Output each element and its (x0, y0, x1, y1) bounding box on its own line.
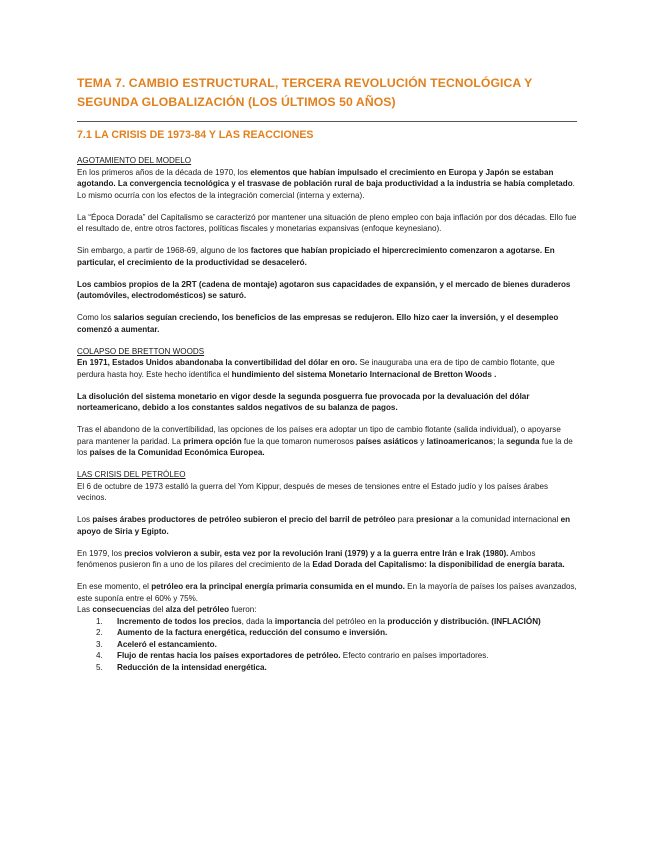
list-number: 1. (96, 616, 103, 626)
bold-run: latinoamericanos (426, 436, 494, 446)
text-run: Como los (77, 313, 114, 322)
title-divider (77, 121, 577, 122)
bold-run: consecuencias (92, 605, 151, 614)
list-number: 3. (96, 639, 103, 649)
paragraph (77, 391, 577, 414)
bold-run: Edad Dorada del Capitalismo: la disponibilidad de energía barata. (312, 560, 565, 569)
list-item (77, 616, 577, 628)
bold-run: petróleo era la principal energía primaria consumida en el mundo. (151, 582, 405, 591)
list-item (77, 650, 577, 662)
text-run: fue la de los (77, 436, 573, 457)
list-item (77, 627, 577, 639)
text-run: En ese momento, el (77, 582, 152, 591)
paragraph: El 6 de octubre de 1973 estalló la guerra del Yom Kippur, después de meses de tensiones entre el Estado judío y los países árabes vecinos. (77, 481, 549, 502)
bold-run: Aceleró el estancamiento. (117, 639, 217, 649)
text-run: . Lo mismo ocurría con los efectos de la integración comercial (interna y externa). (77, 179, 575, 200)
paragraph (77, 604, 577, 616)
paragraph (77, 312, 577, 335)
bold-run: segunda (506, 436, 540, 446)
paragraph (77, 245, 577, 268)
list-item (77, 639, 577, 651)
section-subtitle: 7.1 LA CRISIS DE 1973-84 Y LAS REACCIONES (77, 129, 314, 141)
text-run: del petróleo en la (320, 616, 388, 626)
paragraph (77, 514, 577, 537)
bold-run: alza del petróleo (165, 605, 230, 614)
text-run: ; la (493, 436, 507, 446)
bold-run: La disolución del sistema monetario en vigor desde la segunda posguerra fue provocada por la devaluación del dólar norteamericano, debido a los constantes saldos negativos de su balanza de pagos. (77, 391, 530, 412)
bold-run: en apoyo de Siria y Egipto. (77, 515, 571, 536)
bold-run: presionar (416, 515, 454, 524)
list-number: 5. (96, 662, 103, 672)
paragraph: La “Época Dorada” del Capitalismo se caracterizó por mantener una situación de pleno empleo con baja inflación por dos décadas. Ello fue el resultado de, entre otros factores, políticas fiscales y monetarias expansivas (enfoque keynesiano). (77, 212, 577, 233)
text-run: Efecto contrario en países importadores. (340, 651, 489, 660)
paragraph (77, 167, 577, 202)
bold-run: primera opción (183, 436, 242, 446)
text-run: En los primeros años de la década de 1970, los (77, 167, 251, 177)
document-title (77, 74, 577, 112)
text-run: , dada la (241, 616, 275, 626)
bold-run: . (491, 369, 497, 379)
bold-run: importancia (274, 616, 321, 626)
text-run: a la comunidad internacional (453, 515, 561, 524)
document-header (77, 74, 577, 112)
section-heading-petroleo: LAS CRISIS DEL PETRÓLEO (77, 470, 186, 479)
bold-run: Reducción de la intensidad energética. (117, 662, 267, 672)
text-run: En la mayoría de países los países avanzados, este suponía entre el 60% y 75%. (77, 582, 577, 603)
bold-run: Flujo de rentas hacia los países exportadores de petróleo. (117, 651, 341, 660)
bold-run: En 1971, Estados Unidos abandonaba la convertibilidad del dólar en oro. (77, 358, 358, 367)
bold-run: Aumento de la factura energética, reducción del consumo e inversión. (117, 628, 388, 637)
bold-run: elementos que habían impulsado el crecimiento en Europa y Japón se estaban agotando. La convergencia tecnológica y el trasvase de población rural de baja productividad a la industria se había completado (77, 167, 573, 188)
text-run: Los (77, 515, 93, 524)
bold-run: hundimiento del sistema Monetario Internacional de Bretton Woods (231, 369, 492, 379)
paragraph (77, 424, 577, 459)
text-run: Ambos fenómenos pusieron fin a uno de los pilares del crecimiento de la (77, 548, 536, 569)
paragraph (77, 548, 577, 571)
bold-run: Los cambios propios de la 2RT (cadena de montaje) agotaron sus capacidades de expansión, y el mercado de bienes duraderos (automóviles, electrodomésticos) se saturó. (77, 279, 571, 300)
text-run: fue la que tomaron numerosos (241, 436, 356, 446)
paragraph (77, 581, 577, 604)
title-line-2: SEGUNDA GLOBALIZACIÓN (LOS ÚLTIMOS 50 AÑOS) (77, 95, 396, 109)
bold-run: países árabes productores de petróleo subieron el precio del barril de petróleo (92, 515, 396, 524)
consequences-list (77, 616, 577, 674)
text-run: Tras el abandono de la convertibilidad, las opciones de los países era adoptar un tipo de cambio flotante (salida individual), o apoyarse para mantener la paridad. La (77, 425, 561, 446)
bold-run: producción y distribución. (INFLACIÓN) (387, 616, 541, 626)
text-run: fueron: (229, 605, 257, 614)
text-run: Se inauguraba una era de tipo de cambio flotante, que perdura hasta hoy. Este hecho identifica el (77, 358, 555, 379)
document-body (77, 155, 577, 673)
text-run: Las (77, 605, 93, 614)
list-item (77, 662, 577, 674)
title-line-1: TEMA 7. CAMBIO ESTRUCTURAL, TERCERA REVOLUCIÓN TECNOLÓGICA Y (77, 76, 533, 90)
bold-run: países de la Comunidad Económica Europea. (89, 448, 265, 457)
paragraph (77, 357, 577, 380)
bold-run: países asiáticos (355, 436, 419, 446)
list-number: 2. (96, 628, 103, 637)
text-run: del (150, 605, 166, 614)
text-run: y (418, 436, 427, 446)
text-run: Sin embargo, a partir de 1968-69, alguno de los (77, 246, 251, 255)
bold-run: Incremento de todos los precios (117, 616, 242, 626)
section-heading-bretton-woods: COLAPSO DE BRETTON WOODS (77, 346, 205, 356)
bold-run: precios volvieron a subir, esta vez por la revolución Irani (1979) y a la guerra entre Irán e Irak (1980). (124, 548, 509, 558)
section-heading-agotamiento: AGOTAMIENTO DEL MODELO (77, 156, 192, 165)
bold-run: factores que habían propiciado el hipercrecimiento comenzaron a agotarse. En particular, el crecimiento de la productividad se desaceleró. (77, 246, 555, 267)
text-run: para (395, 515, 417, 524)
paragraph (77, 279, 577, 302)
list-number: 4. (96, 651, 103, 660)
bold-run: salarios seguían creciendo, los beneficios de las empresas se redujeron. Ello hizo caer la inversión, y el desempleo comenzó a aumentar. (77, 313, 559, 334)
text-run: En 1979, los (77, 548, 125, 558)
